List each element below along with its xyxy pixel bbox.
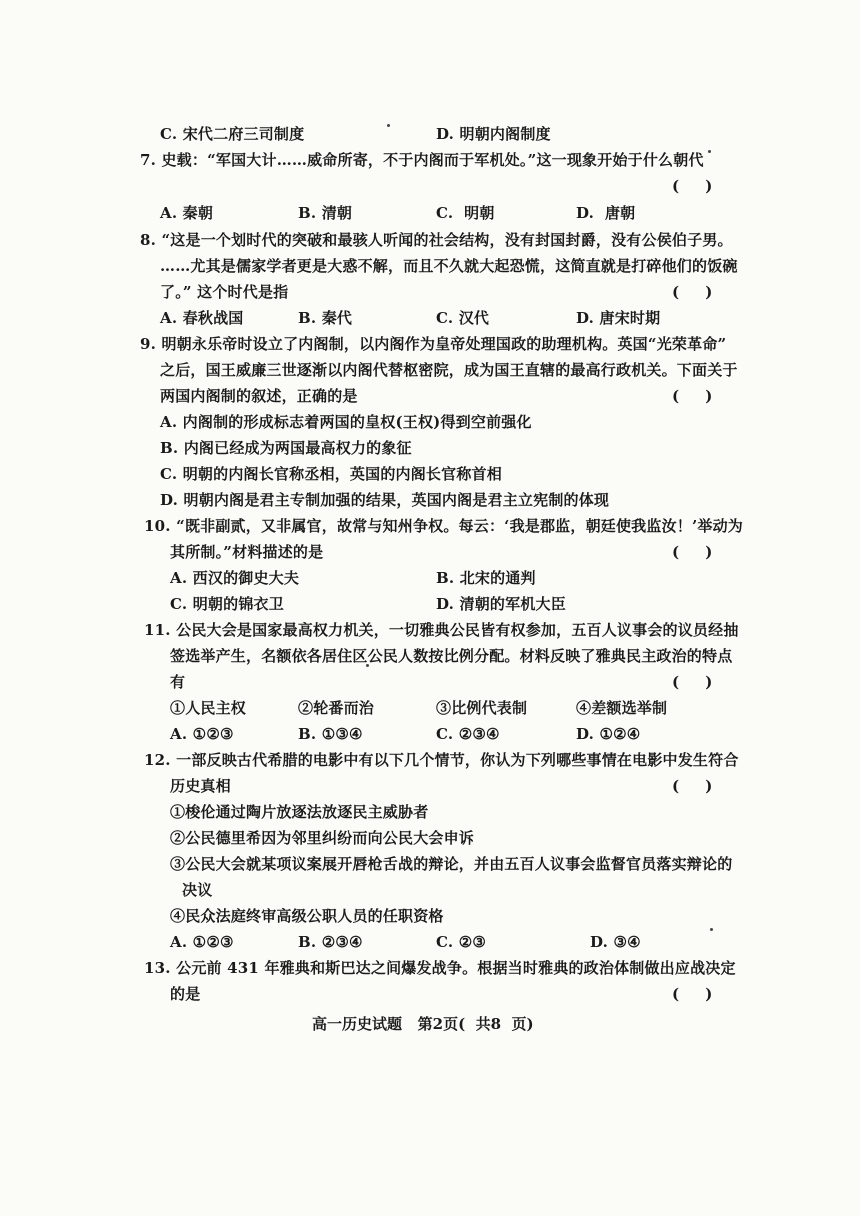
q12-item-2: ②公民德里希因为邻里纠纷而向公民大会申诉 xyxy=(170,829,475,847)
q8-option-a: A. 春秋战国 xyxy=(160,309,244,327)
q10-option-d: D. 清朝的军机大臣 xyxy=(436,595,566,613)
q9-option-c: C. 明朝的内阁长官称丞相，英国的内阁长官称首相 xyxy=(160,465,502,483)
scan-speck xyxy=(710,928,713,931)
q9-option-d: D. 明朝内阁是君主专制加强的结果，英国内阁是君主立宪制的体现 xyxy=(160,491,610,509)
q12-option-d: D. ③④ xyxy=(590,933,641,951)
q10-answer-paren: ( ) xyxy=(672,543,713,561)
q12-item-3b: 决议 xyxy=(182,881,213,899)
q11-option-d: D. ①②④ xyxy=(576,725,641,743)
scan-speck xyxy=(708,150,711,153)
q7-option-c: C. 明朝 xyxy=(436,204,495,222)
q9-answer-paren: ( ) xyxy=(672,387,713,405)
page-footer: 高一历史试题 第2页( 共8 页) xyxy=(312,1015,534,1033)
q11-line-2: 签选举产生，名额依各居住区公民人数按比例分配。材料反映了雅典民主政治的特点 xyxy=(170,647,733,665)
q11-line-3: 有 xyxy=(170,673,186,691)
q9-line-3: 两国内阁制的叙述，正确的是 xyxy=(160,387,358,405)
q11-item-3: ③比例代表制 xyxy=(436,699,528,717)
q11-line-1: 11. 公民大会是国家最高权力机关，一切雅典公民皆有权参加，五百人议事会的议员经抽 xyxy=(144,621,739,639)
q12-option-a: A. ①②③ xyxy=(170,933,234,951)
q11-item-2: ②轮番而治 xyxy=(298,699,375,717)
q12-item-4: ④民众法庭终审高级公职人员的任职资格 xyxy=(170,907,444,925)
q12-line-2: 历史真相 xyxy=(170,777,231,795)
q11-item-4: ④差额选举制 xyxy=(576,699,668,717)
q8-line-3: 了。” 这个时代是指 xyxy=(160,283,289,301)
q10-option-c: C. 明朝的锦衣卫 xyxy=(170,595,284,613)
q10-line-1: 10. “既非副贰，又非属官，故常与知州争权。每云：‘我是郡监，朝廷使我监汝！’举动为 xyxy=(144,517,743,535)
q13-line-1: 13. 公元前 431 年雅典和斯巴达之间爆发战争。根据当时雅典的政治体制做出应战决定 xyxy=(144,959,736,977)
q11-item-1: ①人民主权 xyxy=(170,699,247,717)
q9-option-b: B. 内阁已经成为两国最高权力的象征 xyxy=(160,439,412,457)
q12-item-1: ①梭伦通过陶片放逐法放逐民主威胁者 xyxy=(170,803,429,821)
q7-stem: 7. 史载：“军国大计……威命所寄，不于内阁而于军机处。”这一现象开始于什么朝代 xyxy=(140,151,704,169)
q13-answer-paren: ( ) xyxy=(672,985,713,1003)
q9-line-1: 9. 明朝永乐帝时设立了内阁制，以内阁作为皇帝处理国政的助理机构。英国“光荣革命” xyxy=(140,335,727,353)
q12-option-c: C. ②③ xyxy=(436,933,487,951)
q11-option-c: C. ②③④ xyxy=(436,725,500,743)
q10-option-b: B. 北宋的通判 xyxy=(436,569,536,587)
q10-option-a: A. 西汉的御史大夫 xyxy=(170,569,300,587)
q6-option-c: C. 宋代二府三司制度 xyxy=(160,125,305,143)
q8-line-1: 8. “这是一个划时代的突破和最骇人听闻的社会结构，没有封国封爵，没有公侯伯子男。 xyxy=(140,231,733,249)
q8-option-c: C. 汉代 xyxy=(436,309,490,327)
q8-option-b: B. 秦代 xyxy=(298,309,353,327)
q11-option-b: B. ①③④ xyxy=(298,725,363,743)
q9-option-a: A. 内阁制的形成标志着两国的皇权(王权)得到空前强化 xyxy=(160,413,532,431)
q12-line-1: 12. 一部反映古代希腊的电影中有以下几个情节，你认为下列哪些事情在电影中发生符合 xyxy=(144,751,739,769)
q9-line-2: 之后，国王威廉三世逐渐以内阁代替枢密院，成为国王直辖的最高行政机关。下面关于 xyxy=(160,361,738,379)
q12-option-b: B. ②③④ xyxy=(298,933,363,951)
q7-answer-paren: ( ) xyxy=(672,177,713,195)
q11-answer-paren: ( ) xyxy=(672,673,713,691)
q7-option-a: A. 秦朝 xyxy=(160,204,214,222)
q7-option-b: B. 清朝 xyxy=(298,204,353,222)
q6-option-d: D. 明朝内阁制度 xyxy=(436,125,551,143)
q13-line-2: 的是 xyxy=(170,985,201,1003)
q10-line-2: 其所制。”材料描述的是 xyxy=(170,543,324,561)
q8-answer-paren: ( ) xyxy=(672,283,713,301)
q12-item-3a: ③公民大会就某项议案展开唇枪舌战的辩论，并由五百人议事会监督官员落实辩论的 xyxy=(170,855,733,873)
q8-line-2: ……尤其是儒家学者更是大惑不解，而且不久就大起恐慌，这简直就是打碎他们的饭碗 xyxy=(160,257,738,275)
q8-option-d: D. 唐宋时期 xyxy=(576,309,661,327)
q11-option-a: A. ①②③ xyxy=(170,725,234,743)
scan-speck xyxy=(387,124,390,127)
q7-option-d: D. 唐朝 xyxy=(576,204,636,222)
q12-answer-paren: ( ) xyxy=(672,777,713,795)
